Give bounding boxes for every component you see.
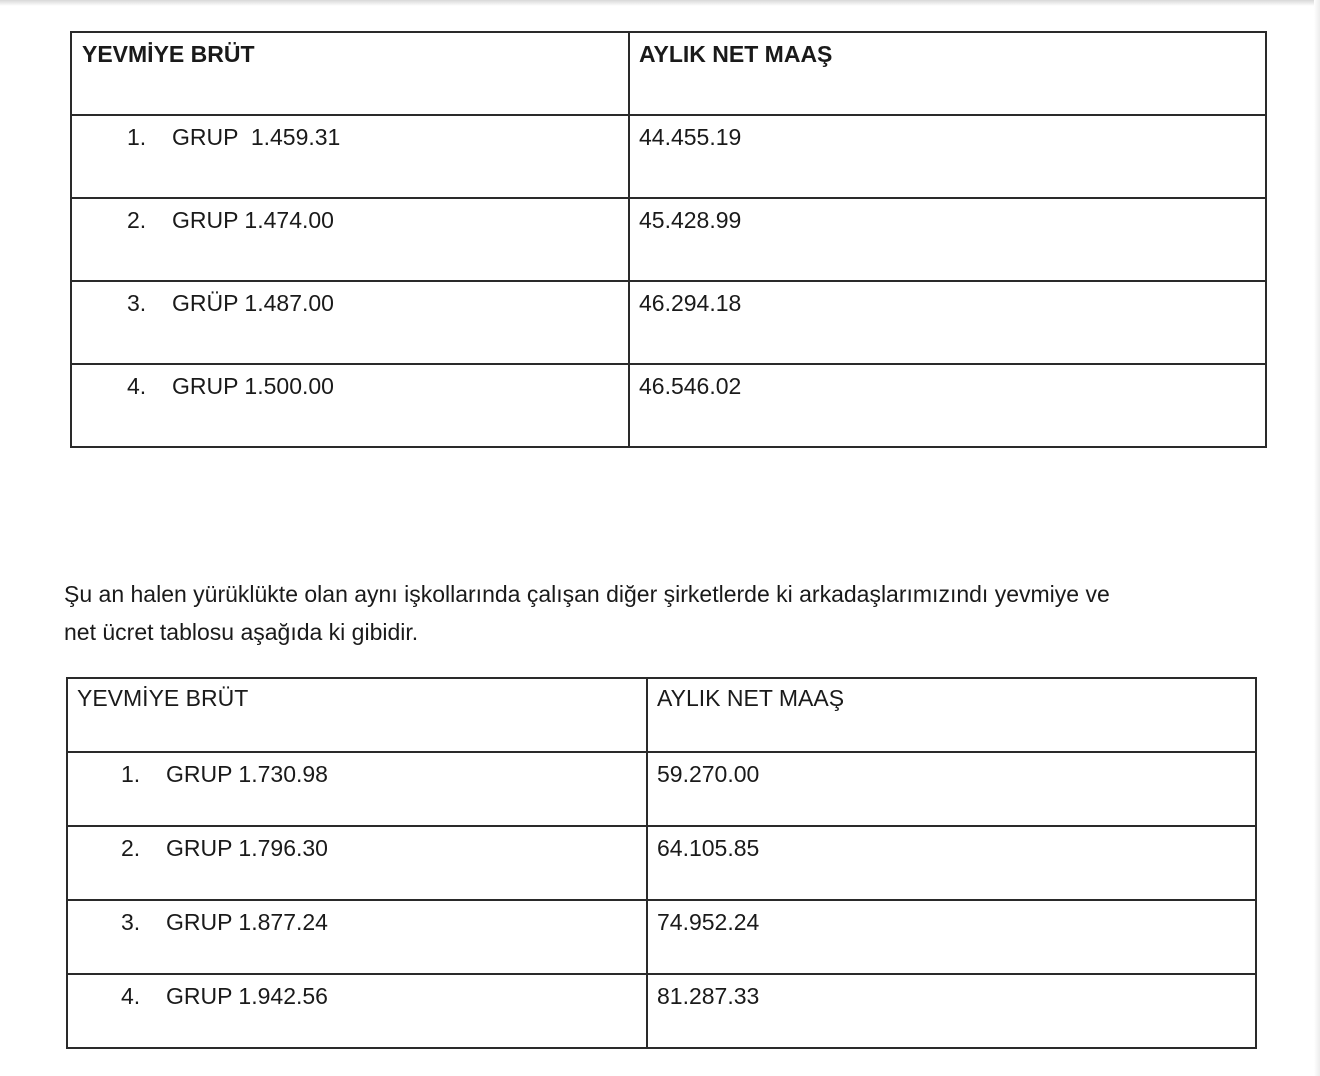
paragraph-line-1: Şu an halen yürüklükte olan aynı işkollarında çalışan diğer şirketlerde ki arkadaşlarımızındı yevmiye ve [64,581,1110,607]
group-number: 1. [127,124,147,150]
top-shadow-strip [0,0,1320,6]
table-header-row [71,32,1266,115]
group-daily-gross: GRÜP 1.487.00 [172,290,334,316]
monthly-net-value: 46.546.02 [629,364,1266,447]
group-cell [71,198,629,281]
table-row [71,115,1266,198]
group-number: 4. [121,983,141,1009]
group-daily-gross: GRUP 1.500.00 [172,373,334,399]
monthly-net-value: 59.270.00 [647,752,1256,826]
group-daily-gross: GRUP 1.877.24 [166,909,328,935]
right-page-edge [1314,0,1320,1076]
group-number: 3. [127,290,147,316]
group-cell [67,974,647,1048]
group-daily-gross: GRUP 1.459.31 [172,124,341,150]
group-cell [71,281,629,364]
body-paragraph [64,575,1264,651]
wage-table-other-companies [66,677,1257,1049]
table-row [67,752,1256,826]
monthly-net-value: 64.105.85 [647,826,1256,900]
monthly-net-value: 74.952.24 [647,900,1256,974]
group-daily-gross: GRUP 1.796.30 [166,835,328,861]
table-row [67,826,1256,900]
group-daily-gross: GRUP 1.474.00 [172,207,334,233]
group-cell [67,752,647,826]
paragraph-line-2: net ücret tablosu aşağıda ki gibidir. [64,619,419,645]
group-daily-gross: GRUP 1.730.98 [166,761,328,787]
group-cell [67,900,647,974]
group-daily-gross: GRUP 1.942.56 [166,983,328,1009]
group-number: 3. [121,909,141,935]
table-row [71,364,1266,447]
table-row [71,281,1266,364]
monthly-net-value: 81.287.33 [647,974,1256,1048]
table-header-row [67,678,1256,752]
table-row [67,974,1256,1048]
group-number: 1. [121,761,141,787]
group-cell [67,826,647,900]
table-row [67,900,1256,974]
monthly-net-value: 45.428.99 [629,198,1266,281]
monthly-net-value: 44.455.19 [629,115,1266,198]
group-number: 2. [121,835,141,861]
group-number: 4. [127,373,147,399]
header-daily-gross: YEVMİYE BRÜT [67,678,647,752]
header-monthly-net: AYLIK NET MAAŞ [647,678,1256,752]
header-daily-gross: YEVMİYE BRÜT [71,32,629,115]
header-monthly-net: AYLIK NET MAAŞ [629,32,1266,115]
group-number: 2. [127,207,147,233]
group-cell [71,364,629,447]
wage-table-current [70,31,1267,448]
table-row [71,198,1266,281]
group-cell [71,115,629,198]
monthly-net-value: 46.294.18 [629,281,1266,364]
